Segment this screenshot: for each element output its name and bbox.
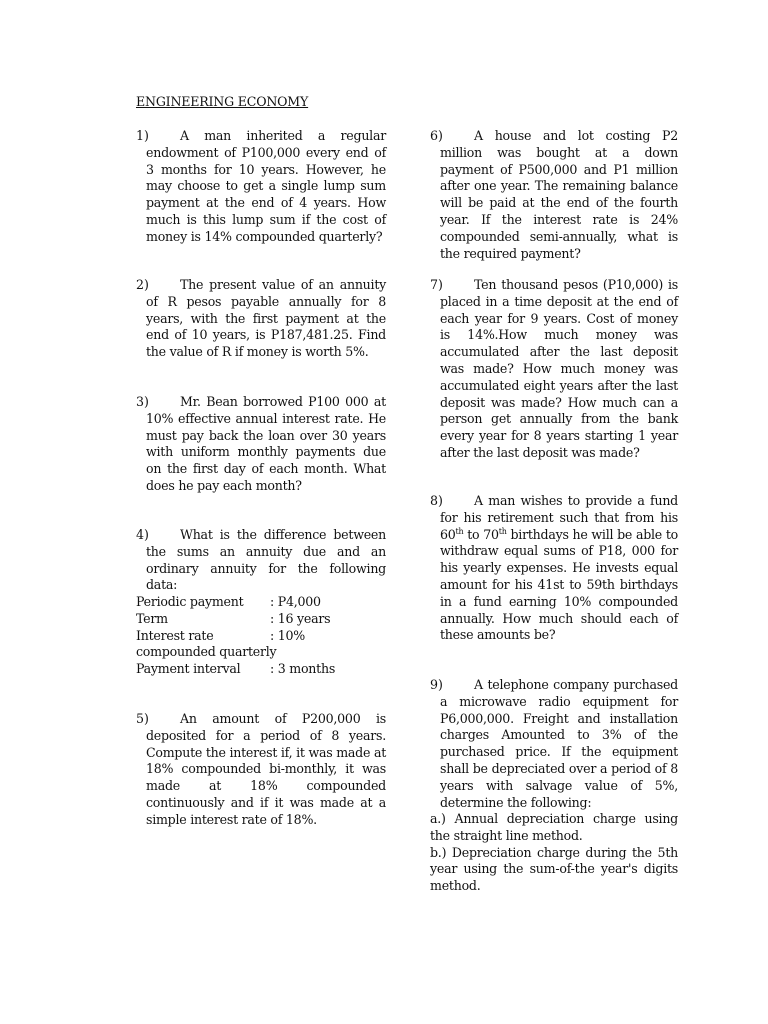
question-1 <box>136 128 386 246</box>
question-text: A house and lot costing P2 million was bought at a down payment of P500,000 and P1 million after one year. The remaining balance will be paid at the end of the fourth year. If the interest rate is 24% compounded semi-annually, what is the required payment? <box>440 128 678 261</box>
question-number: 9) <box>430 677 443 692</box>
question-9 <box>430 677 678 811</box>
question-text: Mr. Bean borrowed P100 000 at 10% effective annual interest rate. He must pay back the loan over 30 years with uniform monthly payments due on the first day of each month. What does he pay each month? <box>146 394 386 493</box>
data-row: Term : 16 years <box>136 610 331 626</box>
sub-question-b: b.) Depreciation charge during the 5th year using the sum-of-the year's digits method. <box>430 844 678 894</box>
data-row: Payment interval : 3 months <box>136 661 336 677</box>
question-7 <box>430 277 678 462</box>
question-text: A man wishes to provide a fund for his retirement such that from his 60 <box>440 493 678 542</box>
question-number: 4) <box>136 527 149 542</box>
question-2 <box>136 277 386 361</box>
question-text: to 70 <box>463 526 499 542</box>
question-number: 2) <box>136 277 149 292</box>
question-6 <box>430 128 678 262</box>
superscript: th <box>498 526 507 536</box>
question-number: 5) <box>136 711 149 726</box>
data-row: Periodic payment : P4,000 <box>136 594 321 609</box>
data-row: Interest rate : 10% <box>136 627 305 643</box>
question-text: The present value of an annuity of R pesos payable annually for 8 years, with the first payment at the end of 10 years, is P187,481.25. Find the value of R if money is worth 5%. <box>146 277 386 360</box>
question-text: Ten thousand pesos (P10,000) is placed in a time deposit at the end of each year for 9 years. Cost of money is 14%.How much money was accumulated after the last deposit was made? How much money was accumulated eight years after the last deposit was made? How much can a person get annually from the bank every year for 8 years starting 1 year after the last deposit was made? <box>440 277 678 460</box>
question-number: 3) <box>136 394 149 409</box>
question-number: 7) <box>430 277 443 292</box>
question-8 <box>430 493 678 644</box>
question-4-data <box>136 594 386 678</box>
superscript: th <box>455 526 464 536</box>
question-number: 6) <box>430 128 443 143</box>
question-4 <box>136 527 386 594</box>
question-text: birthdays he will be able to withdraw equal sums of P18, 000 for his yearly expenses. He invests equal amount for his 41st to 59th birthdays in a fund earning 10% compounded annually. How much should each of these amounts be? <box>440 526 678 643</box>
question-number: 1) <box>136 128 149 143</box>
question-5 <box>136 711 386 829</box>
question-number: 8) <box>430 493 443 508</box>
question-text: An amount of P200,000 is deposited for a period of 8 years. Compute the interest if, it was made at 18% compounded bi-monthly, it was made at 18% compounded continuously and if it was made at a simple interest rate of 18%. <box>146 711 387 827</box>
question-text: A man inherited a regular endowment of P100,000 every end of 3 months for 10 years. However, he may choose to get a single lump sum payment at the end of 4 years. How much is this lump sum if the cost of money is 14% compounded quarterly? <box>146 128 386 244</box>
page-title: ENGINEERING ECONOMY <box>136 94 309 109</box>
question-text: A telephone company purchased a microwave radio equipment for P6,000,000. Freight and installation charges Amounted to 3% of the purchased price. If the equipment shall be depreciated over a period of 8 years with salvage value of 5%, determine the following: <box>440 677 678 810</box>
sub-question-a: a.) Annual depreciation charge using the straight line method. <box>430 811 678 843</box>
question-9-parts <box>430 811 678 895</box>
question-text: What is the difference between the sums an annuity due and an ordinary annuity for the following data: <box>146 527 386 593</box>
data-row: compounded quarterly <box>136 644 277 660</box>
question-3 <box>136 394 386 495</box>
